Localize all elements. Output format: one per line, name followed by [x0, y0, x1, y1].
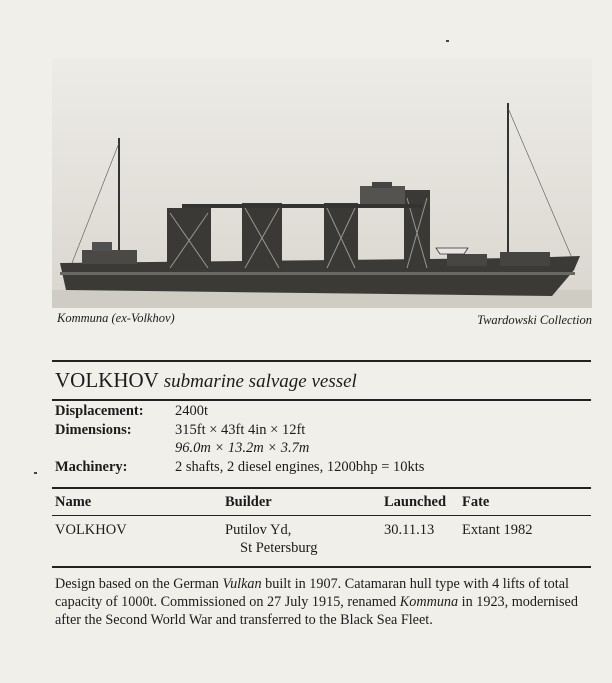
machinery-label: Machinery:	[55, 459, 128, 475]
dimensions-label: Dimensions:	[55, 422, 132, 438]
header-rule	[52, 515, 591, 516]
photo-caption: Kommuna (ex-Volkhov)	[57, 311, 175, 325]
row-name: VOLKHOV	[55, 522, 127, 538]
header-name: Name	[55, 494, 92, 510]
table-rule	[52, 566, 591, 568]
row-launched: 30.11.13	[384, 522, 435, 538]
ship-type: submarine salvage vessel	[163, 371, 357, 392]
ship-illustration	[52, 58, 592, 308]
description-vulkan: Vulkan	[222, 576, 262, 592]
description-paragraph	[55, 575, 595, 629]
header-builder: Builder	[225, 494, 272, 510]
dimensions-metric: 96.0m × 13.2m × 3.7m	[175, 440, 310, 456]
dimensions-imperial: 315ft × 43ft 4in × 12ft	[175, 422, 306, 438]
description-text-1: Design based on the German	[55, 576, 223, 592]
displacement-value: 2400t	[175, 403, 209, 419]
ship-name: VOLKHOV	[55, 368, 159, 392]
header-fate: Fate	[462, 494, 490, 510]
description-text-3: in 1923, modernised after the Second World War and transferred to the Black Sea Fleet.	[55, 594, 578, 628]
print-speck	[446, 40, 449, 42]
photo-credit: Twardowski Collection	[477, 313, 592, 327]
description-text-2: built in 1907. Catamaran hull type with 4 lifts of total capacity of 1000t. Commissioned on 27 July 1915, renamed	[55, 576, 569, 610]
row-fate: Extant 1982	[462, 522, 533, 538]
specs-rule	[52, 487, 591, 489]
machinery-value: 2 shafts, 2 diesel engines, 1200bhp = 10kts	[175, 459, 425, 475]
displacement-label: Displacement:	[55, 403, 144, 419]
print-speck	[34, 472, 37, 474]
row-builder-city: St Petersburg	[240, 540, 318, 556]
entry-title	[55, 368, 357, 393]
top-rule	[52, 360, 591, 362]
title-rule	[52, 399, 591, 401]
ship-photo	[52, 58, 592, 308]
description-kommuna: Kommuna	[399, 594, 459, 610]
row-builder: Putilov Yd,	[225, 522, 292, 538]
header-launched: Launched	[384, 494, 447, 510]
